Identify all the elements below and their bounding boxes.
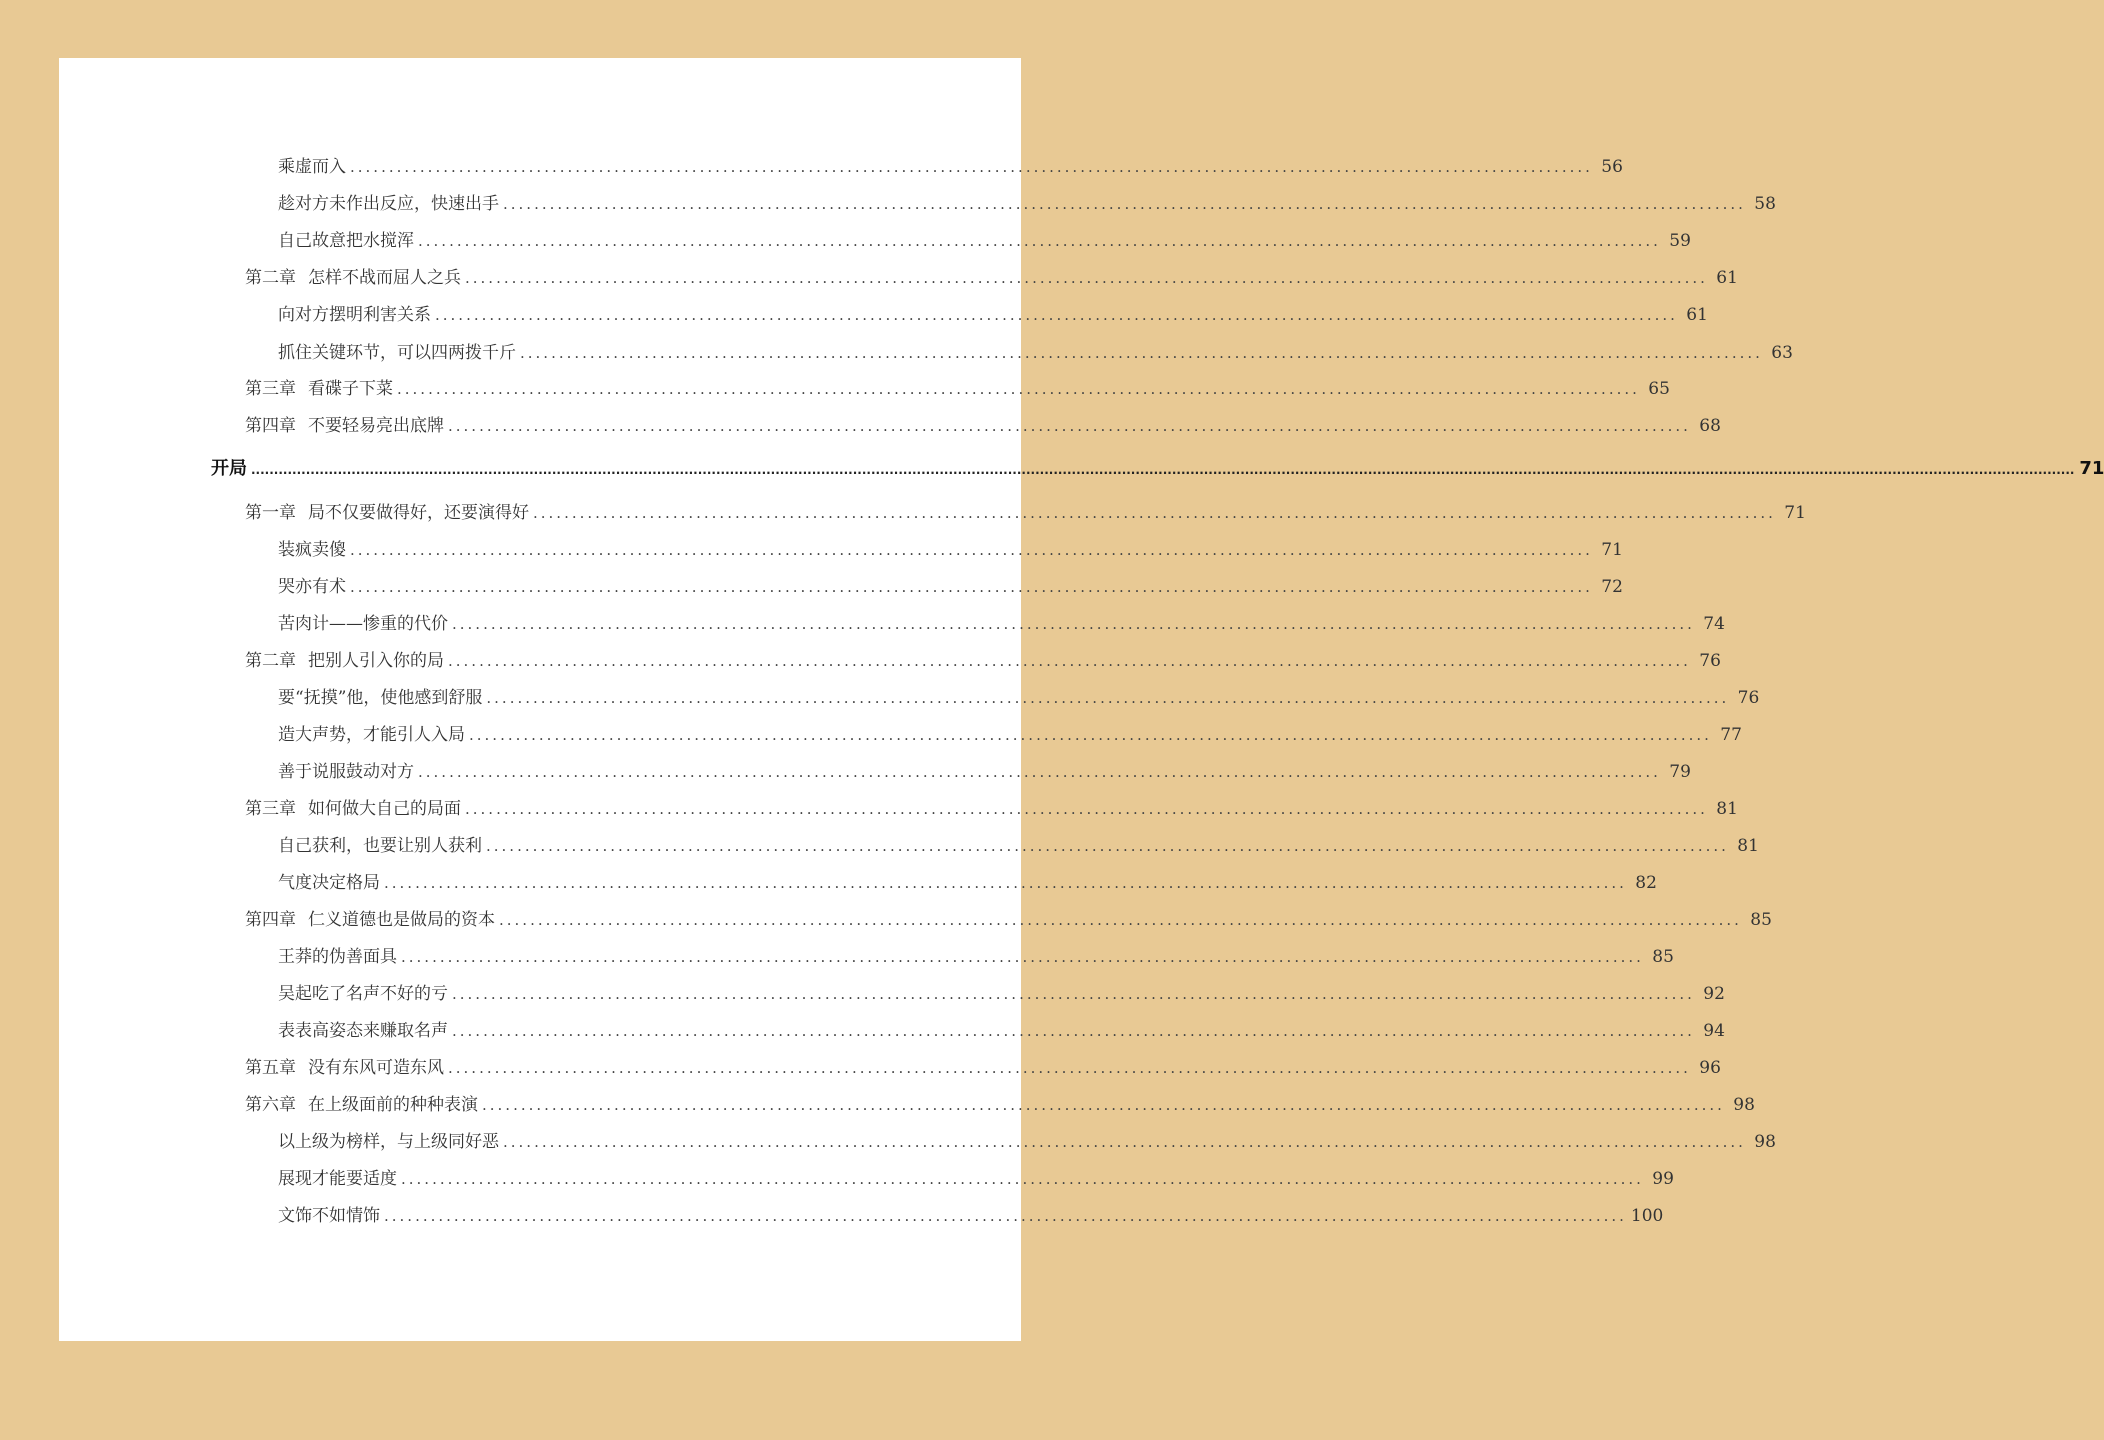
- dot-leader: ................................................................................................................................................................: [401, 1170, 1644, 1188]
- page-number: 68: [1699, 416, 1721, 436]
- page-number: 71: [1601, 540, 1623, 560]
- toc-entry-title: 抓住关键环节，可以四两拨千斤: [278, 343, 516, 363]
- toc-entry-title: 要“抚摸”他，使他感到舒服: [278, 688, 483, 708]
- toc-entry-label: [278, 1201, 380, 1231]
- toc-entry-title: 文饰不如情饰: [278, 1206, 380, 1226]
- page-number: 99: [1652, 1169, 1674, 1189]
- page-number: 92: [1703, 984, 1725, 1004]
- dot-leader: ................................................................................................................................................................: [533, 504, 1776, 522]
- toc-entry-label: [278, 1164, 397, 1194]
- toc-entry-title: 趁对方未作出反应，快速出手: [278, 194, 499, 214]
- toc-entry-label: [278, 720, 465, 750]
- page-number: 85: [1652, 947, 1674, 967]
- toc-chapter-entry: [245, 374, 1670, 404]
- toc-section-entry: [278, 1016, 1725, 1046]
- chapter-number: 第三章: [245, 379, 296, 399]
- toc-section-entry: [278, 189, 1776, 219]
- toc-entry-title: 以上级为榜样，与上级同好恶: [278, 1132, 499, 1152]
- toc-section-entry: [278, 535, 1623, 565]
- page-number: 58: [1754, 194, 1776, 214]
- toc-entry-title: 善于说服鼓动对方: [278, 762, 414, 782]
- toc-entry-title: 造大声势，才能引人入局: [278, 725, 465, 745]
- page-number: 98: [1754, 1132, 1776, 1152]
- toc-section-entry: [278, 1164, 1674, 1194]
- toc-entry-title: 自己获利，也要让别人获利: [278, 836, 482, 856]
- page-number: 81: [1716, 799, 1738, 819]
- page-number: 74: [1703, 614, 1725, 634]
- dot-leader: ................................................................................................................................................................................................................................................................................................................................................................................................................: [251, 463, 2075, 477]
- toc-entry-label: [278, 868, 380, 898]
- toc-section-entry: [278, 757, 1691, 787]
- toc-section-entry: [278, 338, 1793, 368]
- dot-leader: ................................................................................................................................................................: [384, 874, 1627, 892]
- toc-entry-label: [278, 757, 414, 787]
- toc-entry-title: 表表高姿态来赚取名声: [278, 1021, 448, 1041]
- toc-entry-title: 装疯卖傻: [278, 540, 346, 560]
- toc-entry-label: [245, 263, 461, 293]
- toc-entry-label: [278, 942, 397, 972]
- page-number: 94: [1703, 1021, 1725, 1041]
- toc-entry-label: [278, 979, 448, 1009]
- dot-leader: ................................................................................................................................................................: [350, 541, 1593, 559]
- toc-entry-label: [211, 454, 247, 484]
- chapter-number: 第四章: [245, 910, 296, 930]
- toc-section-entry: [278, 609, 1725, 639]
- dot-leader: ................................................................................................................................................................: [486, 837, 1729, 855]
- dot-leader: ................................................................................................................................................................: [503, 195, 1746, 213]
- chapter-number: 第三章: [245, 799, 296, 819]
- page-number: 61: [1686, 305, 1708, 325]
- dot-leader: ................................................................................................................................................................: [503, 1133, 1746, 1151]
- toc-entry-title: 苦肉计——惨重的代价: [278, 614, 448, 634]
- page-number: 63: [1771, 343, 1793, 363]
- page-number: 82: [1635, 873, 1657, 893]
- toc-entry-label: [278, 683, 482, 713]
- page-number: 71: [2079, 458, 2104, 479]
- toc-section-entry: [278, 979, 1725, 1009]
- dot-leader: ................................................................................................................................................................: [448, 417, 1691, 435]
- dot-leader: ................................................................................................................................................................: [482, 1096, 1725, 1114]
- page-number: 76: [1737, 688, 1760, 708]
- dot-leader: ................................................................................................................................................................: [418, 763, 1661, 781]
- toc-entry-label: [278, 535, 346, 565]
- dot-leader: ................................................................................................................................................................: [418, 232, 1661, 250]
- chapter-number: 第一章: [245, 503, 296, 523]
- document-page: [59, 58, 2104, 1341]
- toc-entry-title: 气度决定格局: [278, 873, 380, 893]
- toc-chapter-entry: [245, 498, 1806, 528]
- chapter-number: 第二章: [245, 268, 296, 288]
- toc-entry-title: 怎样不战而屈人之兵: [308, 268, 461, 288]
- toc-chapter-entry: [245, 794, 1738, 824]
- toc-entry-label: [278, 226, 414, 256]
- dot-leader: ................................................................................................................................................................: [401, 948, 1644, 966]
- toc-entry-label: [245, 905, 495, 935]
- toc-section-entry: [278, 152, 1623, 182]
- dot-leader: ................................................................................................................................................................: [452, 985, 1695, 1003]
- dot-leader: ................................................................................................................................................................: [499, 911, 1742, 929]
- chapter-number: 第六章: [245, 1095, 296, 1115]
- dot-leader: ................................................................................................................................................................: [448, 1059, 1691, 1077]
- toc-entry-label: [245, 498, 529, 528]
- toc-entry-label: [278, 609, 448, 639]
- toc-section-entry: [278, 300, 1708, 330]
- toc-entry-label: [245, 1090, 478, 1120]
- toc-chapter-entry: [245, 905, 1772, 935]
- toc-entry-label: [245, 646, 444, 676]
- dot-leader: ................................................................................................................................................................: [350, 158, 1593, 176]
- toc-entry-label: [278, 338, 516, 368]
- toc-chapter-entry: [245, 1053, 1721, 1083]
- toc-section-entry: [278, 226, 1691, 256]
- toc-entry-label: [245, 411, 444, 441]
- toc-entry-title: 看碟子下菜: [308, 379, 393, 399]
- toc-chapter-entry: [245, 1090, 1755, 1120]
- page-number: 61: [1716, 268, 1738, 288]
- dot-leader: ................................................................................................................................................................: [452, 1022, 1695, 1040]
- toc-entry-title: 吴起吃了名声不好的亏: [278, 984, 448, 1004]
- toc-section-entry: [278, 942, 1674, 972]
- toc-entry-title: 如何做大自己的局面: [308, 799, 461, 819]
- toc-entry-label: [245, 1053, 444, 1083]
- toc-entry-title: 没有东风可造东风: [308, 1058, 444, 1078]
- chapter-number: 第四章: [245, 416, 296, 436]
- chapter-number: 第二章: [245, 651, 296, 671]
- toc-entry-label: [278, 1127, 499, 1157]
- toc-entry-title: 局不仅要做得好，还要演得好: [308, 503, 529, 523]
- page-number: 79: [1669, 762, 1691, 782]
- toc-entry-title: 乘虚而入: [278, 157, 346, 177]
- toc-section-entry: [278, 683, 1760, 713]
- toc-section-entry: [278, 720, 1742, 750]
- toc-entry-label: [278, 300, 431, 330]
- page-number: 96: [1699, 1058, 1721, 1078]
- dot-leader: ................................................................................................................................................................: [350, 578, 1593, 596]
- toc-entry-title: 展现才能要适度: [278, 1169, 397, 1189]
- toc-entry-title: 不要轻易亮出底牌: [308, 416, 444, 436]
- toc-entry-title: 哭亦有术: [278, 577, 346, 597]
- page-number: 59: [1669, 231, 1691, 251]
- table-of-contents: [59, 58, 2104, 1341]
- dot-leader: ................................................................................................................................................................: [465, 800, 1708, 818]
- page-number: 85: [1750, 910, 1772, 930]
- toc-entry-title: 向对方摆明利害关系: [278, 305, 431, 325]
- dot-leader: ................................................................................................................................................................: [384, 1207, 1627, 1225]
- toc-chapter-entry: [245, 263, 1738, 293]
- toc-entry-title: 仁义道德也是做局的资本: [308, 910, 495, 930]
- toc-entry-label: [278, 189, 499, 219]
- dot-leader: ................................................................................................................................................................: [435, 306, 1678, 324]
- toc-entry-title: 自己故意把水搅浑: [278, 231, 414, 251]
- dot-leader: ................................................................................................................................................................: [469, 726, 1712, 744]
- page-number: 77: [1720, 725, 1742, 745]
- page-number: 81: [1737, 836, 1759, 856]
- toc-entry-label: [278, 572, 346, 602]
- chapter-number: 第五章: [245, 1058, 296, 1078]
- toc-chapter-entry: [245, 646, 1721, 676]
- toc-section-entry: [278, 831, 1759, 861]
- dot-leader: ................................................................................................................................................................: [465, 269, 1708, 287]
- page-number: 56: [1601, 157, 1623, 177]
- toc-entry-title: 王莽的伪善面具: [278, 947, 397, 967]
- page-number: 71: [1784, 503, 1806, 523]
- toc-entry-title: 开局: [211, 458, 247, 479]
- toc-section-entry: [278, 868, 1657, 898]
- toc-section-entry: [278, 572, 1623, 602]
- dot-leader: ................................................................................................................................................................: [452, 615, 1695, 633]
- dot-leader: ................................................................................................................................................................: [520, 344, 1763, 362]
- dot-leader: ................................................................................................................................................................: [397, 380, 1640, 398]
- page-number: 72: [1601, 577, 1623, 597]
- dot-leader: ................................................................................................................................................................: [486, 689, 1730, 707]
- toc-entry-title: 在上级面前的种种表演: [308, 1095, 478, 1115]
- page-number: 65: [1648, 379, 1670, 399]
- toc-entry-label: [278, 152, 346, 182]
- page-number: 76: [1699, 651, 1721, 671]
- toc-entry-label: [245, 794, 461, 824]
- toc-part-entry: [211, 454, 2104, 484]
- toc-section-entry: [278, 1127, 1776, 1157]
- toc-entry-title: 把别人引入你的局: [308, 651, 444, 671]
- toc-entry-label: [245, 374, 393, 404]
- page-number: 100: [1630, 1206, 1664, 1226]
- dot-leader: ................................................................................................................................................................: [448, 652, 1691, 670]
- page-number: 98: [1733, 1095, 1755, 1115]
- toc-entry-label: [278, 831, 482, 861]
- toc-section-entry: [278, 1201, 1664, 1231]
- toc-entry-label: [278, 1016, 448, 1046]
- toc-chapter-entry: [245, 411, 1721, 441]
